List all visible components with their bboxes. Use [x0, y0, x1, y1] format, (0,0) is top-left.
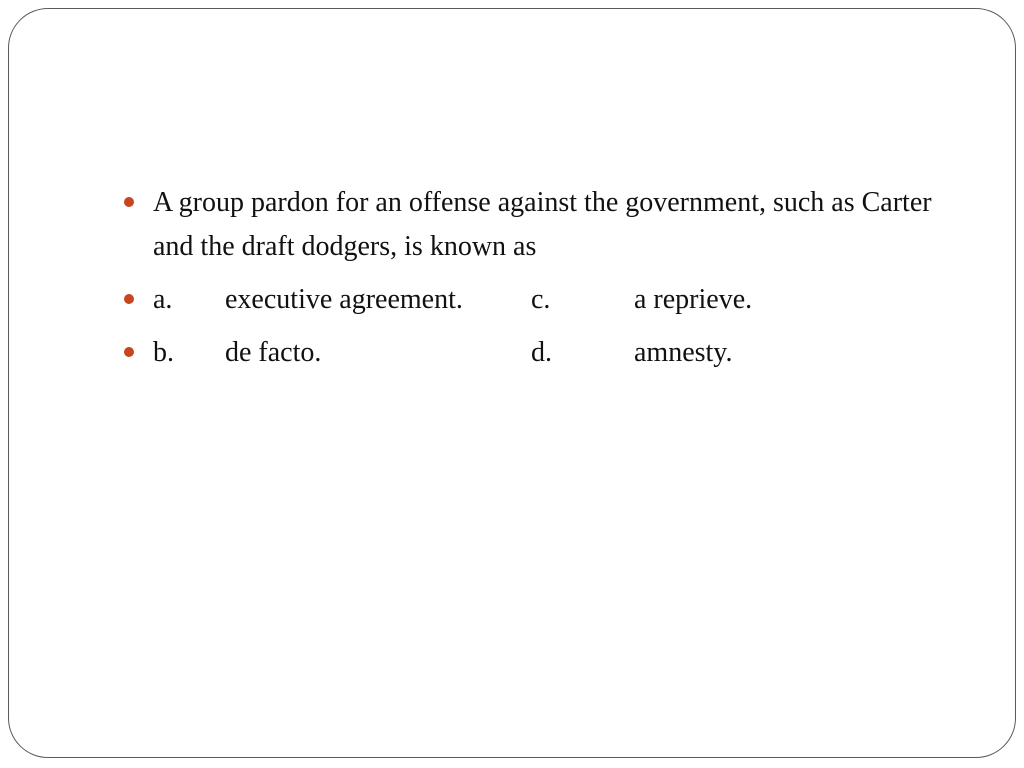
option-text-a: executive agreement. [225, 284, 463, 315]
question-item [122, 181, 962, 269]
option-text-d: amnesty. [634, 337, 733, 368]
options-row-2 [122, 331, 962, 375]
option-text-b: de facto. [225, 337, 322, 368]
option-text-c: a reprieve. [634, 284, 753, 315]
option-letter-d: d. [531, 337, 552, 368]
options-row-1 [122, 278, 962, 322]
option-letter-c: c. [531, 284, 551, 315]
bullet-dot-icon [124, 294, 134, 304]
bullet-list [122, 181, 962, 384]
slide-frame [8, 8, 1016, 758]
question-text: A group pardon for an offense against the government, such as Carter and the draft dodgers, is known as [153, 187, 932, 262]
bullet-dot-icon [124, 197, 134, 207]
option-letter-b: b. [153, 337, 174, 368]
option-letter-a: a. [153, 284, 173, 315]
bullet-dot-icon [124, 347, 134, 357]
